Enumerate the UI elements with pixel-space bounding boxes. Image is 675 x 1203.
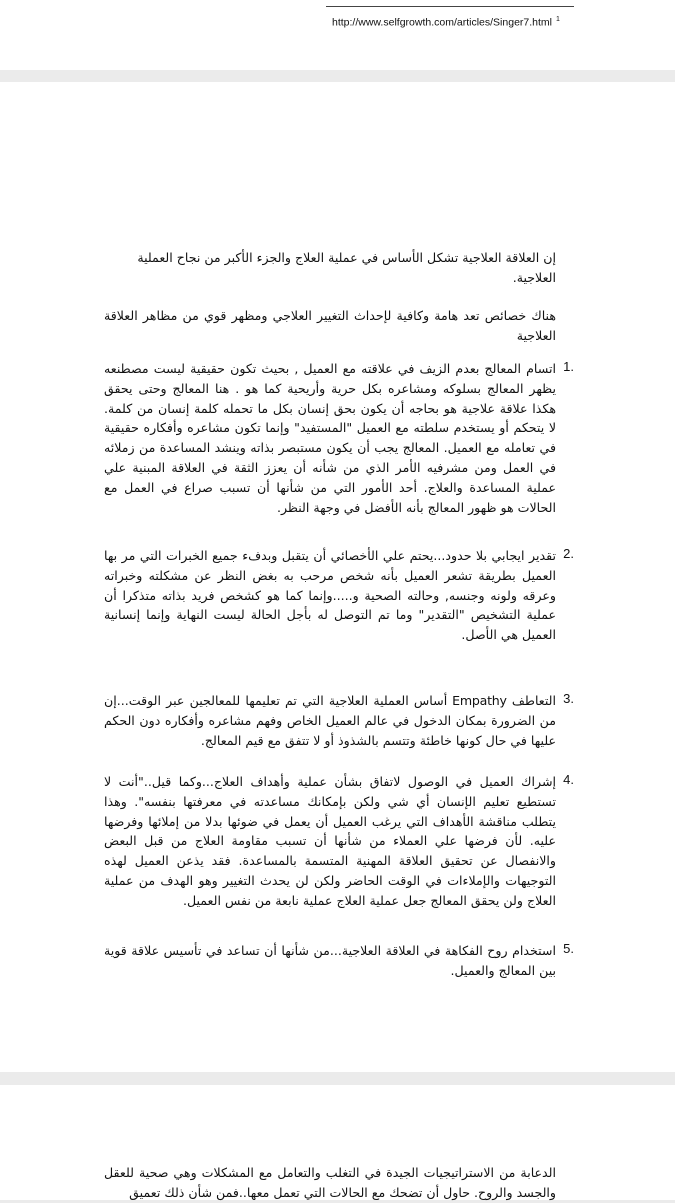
list-item-text: اتسام المعالج بعدم الزيف في علاقته مع العميل , بحيث تكون حقيقية ليست مصطنعه يظهر المعالج بسلوكه ومشاعره بكل حرية وأريحية كما هو . هنا المعالج وحتى يحقق هكذا علاقة علاجية هو بحاجه أن يكون بحق إنسان بكل ما تحمله كلمة إنسان من كلمة. لا يتحكم أو يستخدم سلطته مع العميل "المستفيد" وإنما تكون مشاعره وأفكاره حقيقية في تعامله مع العميل. المعالج يجب أن يكون مستبصر بذاته وينشد المساعدة من زملائه في العمل ومن مشرفيه الأمر الذي من شأنه أن يعزز الثقة في العلاقة المبنية علي عملية المساعدة والعلاج. أحد الأمور التي من شأنها أن تسبب صراع في العمل مع الحالات هو ظهور المعالج بأنه الأفضل في وجهة النظر. xyxy=(104,361,556,515)
list-item-text: تقدير ايجابي بلا حدود...يحتم علي الأخصائي أن يتقبل وبدفء جميع الخبرات التي مر بها العميل بطريقة تشعر العميل بأنه شخص مرحب به بغض النظر عن مشكلته وخبراته وعرقه ولونه وجنسه, وحالته الصحية و.....وإنما كما هو كشخص فريد بذاته متذكرا أن عملية التشخيص "التقدير" وما تم التوصل له بأجل الحالة ليست النهاية وإنما إنسانية العميل هي الأصل. xyxy=(104,548,556,643)
footnote xyxy=(332,16,592,29)
next-page-paragraph: الدعابة من الاستراتيجيات الجيدة في التغلب والتعامل مع المشكلات وهي صحية للعقل والجسد والروح. حاول أن تضحك مع الحالات التي تعمل معها..فمن شأن ذلك تعميق xyxy=(104,1165,556,1200)
list-item xyxy=(104,359,574,517)
footnote-separator xyxy=(326,6,574,7)
list-item xyxy=(104,546,574,645)
list-item-number: 1. xyxy=(563,359,574,374)
list-item-text: استخدام روح الفكاهة في العلاقة العلاجية...من شأنها أن تساعد في تأسيس علاقة قوية بين المعالج والعميل. xyxy=(104,943,556,978)
intro-paragraph: إن العلاقة العلاجية تشكل الأساس في عملية العلاج والجزء الأكبر من نجاح العملية العلاجية. xyxy=(137,250,556,285)
footnote-marker: 1 xyxy=(556,16,560,23)
list-item-text: إشراك العميل في الوصول لاتفاق بشأن عملية وأهداف العلاج...وكما قيل.."أنت لا تستطيع تعليم الإنسان أي شي ولكن بإمكانك مساعدته في معرفتها بنفسه". وهذا يتطلب مناقشة الأهداف التي يرغب العميل أن يعمل في ضوئها بدلا من إملائها وفرضها عليه. لأن فرضها علي العملاء من شأنها أن تسبب مقاومة العلاج من قبل البعض والانفصال عن تحقيق العلاقة المهنية المتسمة بالمساعدة. فقد يذعن العميل لهذه التوجيهات والإملاءات في الوقت الحاضر ولكن لن يحدث التغيير وهو الهدف من عملية العلاج ولن يحقق المعالج جعل عملية العلاج عملية نابعة من نفس العميل. xyxy=(104,774,556,908)
footnote-url[interactable]: http://www.selfgrowth.com/articles/Singer7.html xyxy=(332,16,552,29)
list-item xyxy=(104,772,574,911)
list-item-text: التعاطف Empathy أساس العملية العلاجية التي تم تعليمها للمعالجين عبر الوقت...إن من الضرورة بمكان الدخول في عالم العميل الخاص وفهم مشاعره وأفكاره دون الحكم عليها في حال كونها خاطئة وتتسم بالشذوذ أو لا تتفق مع قيم المعالج. xyxy=(104,693,556,748)
features-intro-paragraph: هناك خصائص تعد هامة وكافية لإحداث التغيير العلاجي ومظهر قوي من مظاهر العلاقة العلاجية xyxy=(104,308,556,343)
list-item xyxy=(104,941,574,981)
next-page-top xyxy=(0,1085,675,1200)
document-page xyxy=(0,82,675,1072)
list-item-number: 5. xyxy=(563,941,574,956)
list-item-number: 4. xyxy=(563,772,574,787)
list-item-number: 3. xyxy=(563,691,574,706)
list-item xyxy=(104,691,574,750)
previous-page-bottom xyxy=(0,0,675,70)
list-item-number: 2. xyxy=(563,546,574,561)
